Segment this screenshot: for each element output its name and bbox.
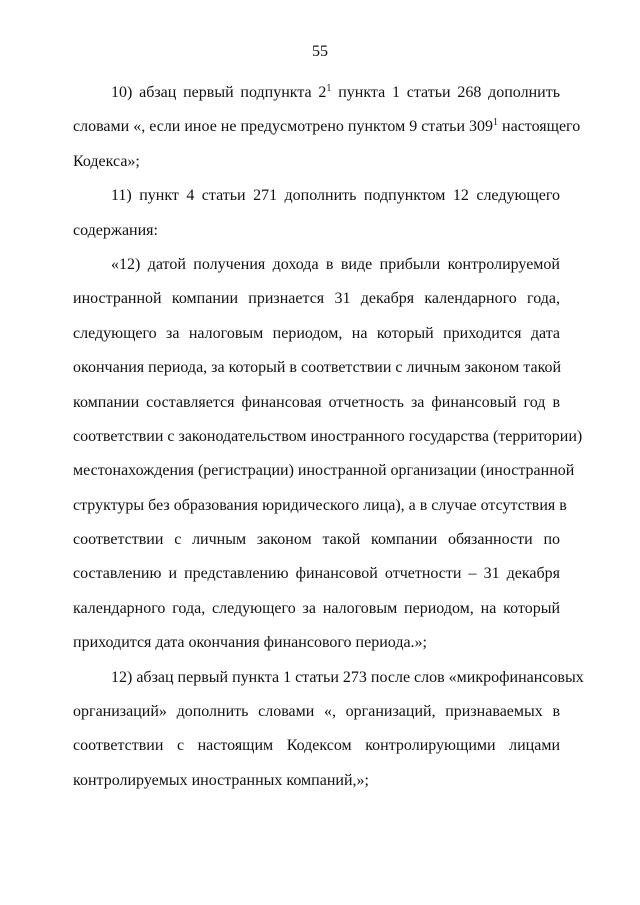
text-line: окончания периода, за который в соответствии с личным законом такой — [73, 359, 562, 377]
text-line: иностранной компании признается 31 декабря календарного года, — [73, 290, 560, 308]
text-line: содержания: — [73, 221, 158, 239]
text-line: соответствии с законодательством иностранного государства (территории) — [73, 427, 583, 445]
text-line: организаций» дополнить словами «, организаций, признаваемых в — [73, 703, 560, 721]
text-line: составлению и представлению финансовой отчетности – 31 декабря — [73, 565, 560, 583]
text-line: следующего за налоговым периодом, на который приходится дата — [73, 324, 560, 342]
text-line: соответствии с личным законом такой компании обязанности по — [73, 531, 560, 549]
text-line: соответствии с настоящим Кодексом контролирующими лицами — [73, 737, 560, 755]
text-line: структуры без образования юридического лица), а в случае отсутствия в — [73, 496, 567, 514]
page-number: 55 — [312, 43, 328, 60]
document-body — [73, 76, 584, 798]
text-line: 11) пункт 4 статьи 271 дополнить подпунктом 12 следующего — [111, 187, 560, 205]
text-line: приходится дата окончания финансового периода.»; — [73, 634, 427, 652]
text-line: календарного года, следующего за налоговым периодом, на который — [73, 599, 560, 617]
text-line: Кодекса»; — [73, 152, 140, 170]
superscript: 1 — [493, 117, 499, 129]
text-line: местонахождения (регистрации) иностранной организации (иностранной — [73, 462, 575, 480]
superscript: 1 — [326, 83, 332, 94]
text-line: контролируемых иностранных компаний,»; — [73, 771, 369, 789]
text-line: компании составляется финансовая отчетность за финансовый год в — [73, 393, 560, 411]
text-line: 12) абзац первый пункта 1 статьи 273 после слов «микрофинансовых — [111, 668, 584, 686]
text-line: словами «, если иное не предусмотрено пунктом 9 статьи $309^1$ настоящего — [73, 117, 581, 136]
text-line: 10) абзац первый подпункта $2^1$ пункта 1 статьи 268 дополнить — [111, 83, 560, 101]
text-line: «12) датой получения дохода в виде прибыли контролируемой — [111, 255, 560, 273]
